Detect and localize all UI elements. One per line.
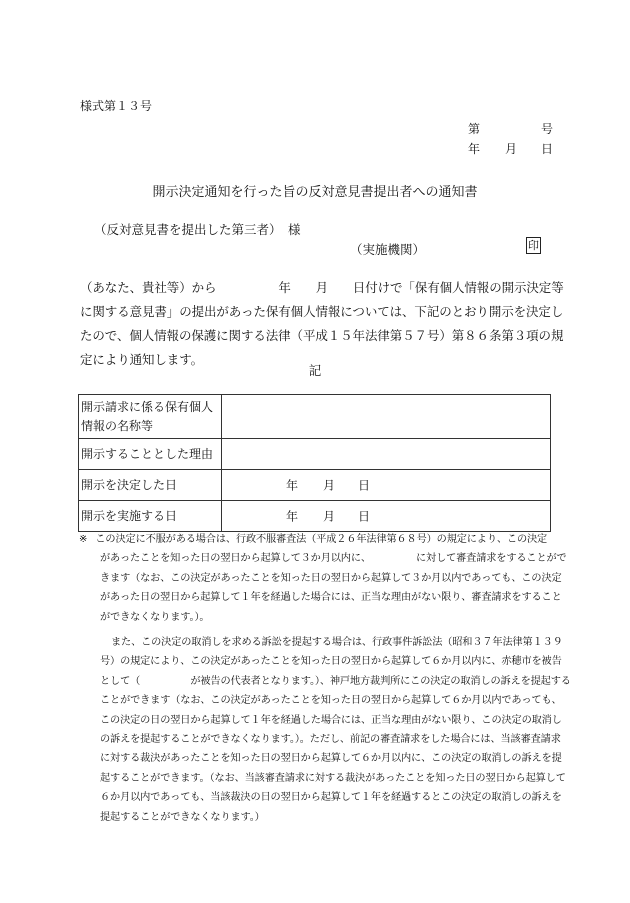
addressee-honorific: 様 [288, 222, 301, 237]
table-label-record-name [79, 395, 222, 439]
notice-body-line: 定により通知します。 [80, 352, 204, 367]
notes-line: ができなくなります。）。 [100, 611, 210, 623]
table-value-decision-date [222, 470, 551, 501]
notice-body-line: たので、個人情報の保護に関する法律（平成１５年法律第５７号）第８６条第３項の規 [80, 328, 564, 343]
header-date-year: 年 [468, 142, 481, 156]
header-date-day: 日 [541, 142, 554, 156]
note-mark: ※ [79, 534, 88, 545]
table-value-record-name [222, 395, 551, 439]
table-value-implementation-date [222, 501, 551, 532]
notes-line: きます（なお、この決定があったことを知った日の翌日から起算して３か月以内であっても、この決定 [100, 572, 562, 584]
implementation-date-day: 日 [358, 509, 371, 524]
notes-line: 号）の規定により、この決定があったことを知った日の翌日から起算して６か月以内に、赤穂市を被告 [100, 656, 562, 668]
implementation-date-month: 月 [323, 509, 336, 524]
notes-line: この決定の日の翌日から起算して１年を経過した場合には、正当な理由がない限り、この決定の取消し [100, 714, 562, 726]
notice-body-line: （あなた、貴社等）から 年 月 日付けで「保有個人情報の開示決定等 [80, 280, 564, 295]
notice-body-line: に関する意見書」の提出があった保有個人情報については、下記のとおり開示を決定し [80, 304, 564, 319]
notes-line: 起することができます。（なお、当該審査請求に対する裁決があったことを知った日の翌日から起算して [100, 772, 566, 784]
ki-heading: 記 [308, 363, 322, 378]
header-date-month: 月 [505, 142, 518, 156]
form-number: 様式第１３号 [80, 99, 153, 113]
table-label-reason: 開示することとした理由 [79, 439, 222, 470]
notes-line: に対する裁決があったことを知った日の翌日から起算して６か月以内に、この決定の取消しの訴えを提 [100, 753, 562, 765]
table-label-line: 開示請求に係る保有個人 [81, 399, 214, 414]
document-title: 開示決定通知を行った旨の反対意見書提出者への通知書 [152, 185, 478, 200]
notes-line: があったことを知った日の翌日から起算して３か月以内に、 に対して審査請求をすることがで [100, 553, 567, 565]
notes-line: ことができます（なお、この決定があったことを知った日の翌日から起算して６か月以内であっても、 [100, 695, 562, 707]
addressee: （反対意見書を提出した第三者） [94, 222, 282, 237]
disclosure-info-table [78, 394, 551, 532]
document-number-prefix: 第 [468, 122, 481, 136]
table-row [79, 470, 551, 501]
notes-line: ６か月以内であっても、当該裁決の日の翌日から起算して１年を経過するとこの決定の取消しの訴えを [100, 792, 562, 804]
decision-date-day: 日 [358, 478, 371, 493]
decision-date-year: 年 [286, 478, 299, 493]
table-label-line: 情報の名称等 [81, 418, 154, 433]
table-row [79, 439, 551, 470]
appeal-notes [79, 530, 571, 827]
seal-mark: 印 [528, 239, 539, 252]
notes-line: として（ が被告の代表者となります。）、神戸地方裁判所にこの決定の取消しの訴えを提起する [100, 675, 571, 687]
implementation-date-year: 年 [286, 509, 299, 524]
issuing-agency: （実施機関） [350, 242, 426, 257]
table-row [79, 395, 551, 439]
notes-line [80, 633, 563, 652]
notes-line: 提起することができなくなります。） [100, 811, 265, 823]
notes-line: の訴えを提起することができなくなります。）。ただし、前記の審査請求をした場合には、当該審査請求 [100, 734, 561, 746]
table-label-decision-date: 開示を決定した日 [79, 470, 222, 501]
decision-date-month: 月 [323, 478, 336, 493]
document-number-suffix: 号 [541, 122, 554, 136]
notes-text: この決定に不服がある場合は、行政不服審査法（平成２６年法律第６８号）の規定により、この決定 [95, 534, 548, 545]
notice-body [80, 276, 564, 372]
table-label-implementation-date: 開示を実施する日 [79, 501, 222, 532]
table-row [79, 501, 551, 532]
notes-line: があった日の翌日から起算して１年を経過した場合には、正当な理由がない限り、審査請求をすること [100, 592, 562, 604]
notes-text: また、この決定の取消しを求める訴訟を提起する場合は、行政事件訴訟法（昭和３７年法律第１３９ [111, 637, 563, 649]
notes-line [79, 530, 560, 549]
table-value-reason [222, 439, 551, 470]
